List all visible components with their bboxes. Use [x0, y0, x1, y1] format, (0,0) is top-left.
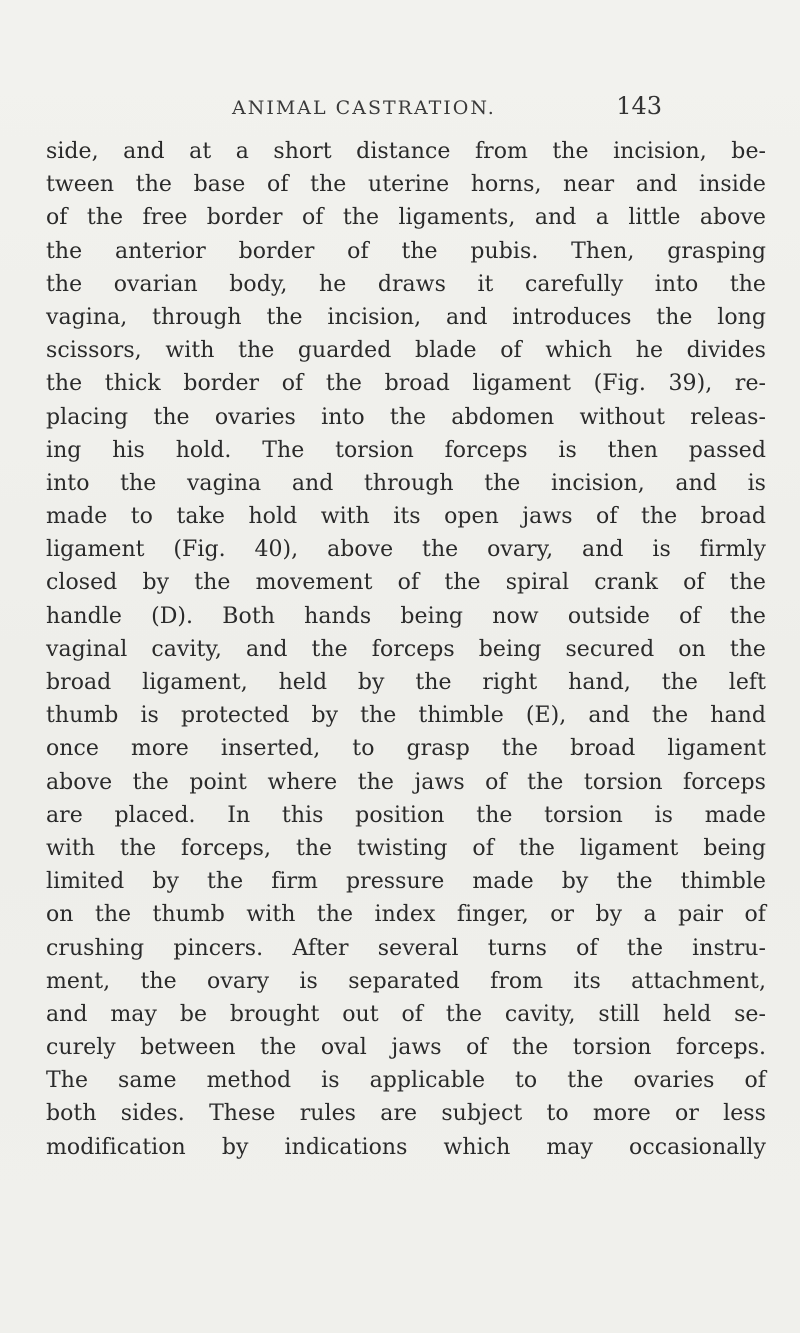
text-line: placing the ovaries into the abdomen without releas-	[46, 404, 766, 430]
text-line: closed by the movement of the spiral crank of the	[46, 570, 766, 596]
text-line: side, and at a short distance from the incision, be-	[46, 139, 766, 164]
text-line: both sides. These rules are subject to more or less	[46, 1101, 766, 1127]
text-line: into the vagina and through the incision, and is	[46, 470, 766, 496]
page-number: 143	[616, 92, 662, 120]
text-line: of the free border of the ligaments, and a little above	[46, 205, 766, 231]
text-line: ligament (Fig. 40), above the ovary, and is firmly	[46, 537, 766, 563]
text-line: thumb is protected by the thimble (E), and the hand	[46, 703, 766, 729]
text-line: the ovarian body, he draws it carefully into the	[46, 271, 766, 297]
text-line: once more inserted, to grasp the broad ligament	[46, 736, 766, 762]
text-line: crushing pincers. After several turns of the instru-	[46, 935, 766, 961]
text-line: The same method is applicable to the ovaries of	[46, 1068, 766, 1094]
text-line: handle (D). Both hands being now outside of the	[46, 603, 766, 629]
text-line: ment, the ovary is separated from its attachment,	[46, 968, 766, 994]
text-line: vaginal cavity, and the forceps being secured on the	[46, 636, 766, 662]
text-line: broad ligament, held by the right hand, the left	[46, 670, 766, 695]
text-line: ing his hold. The torsion forceps is then passed	[46, 437, 766, 463]
text-line: made to take hold with its open jaws of the broad	[46, 504, 766, 530]
text-line: vagina, through the incision, and introduces the long	[46, 304, 766, 330]
text-line: are placed. In this position the torsion is made	[46, 802, 766, 828]
body-text	[46, 135, 766, 1164]
text-line: limited by the firm pressure made by the thimble	[46, 869, 766, 895]
text-line: above the point where the jaws of the torsion forceps	[46, 769, 766, 795]
text-line: with the forceps, the twisting of the ligament being	[46, 835, 766, 861]
text-line: the anterior border of the pubis. Then, grasping	[46, 238, 766, 264]
text-line: tween the base of the uterine horns, near and inside	[46, 172, 766, 198]
text-line: modification by indications which may occasionally	[46, 1134, 766, 1160]
running-title: ANIMAL CASTRATION.	[232, 97, 496, 119]
text-line: the thick border of the broad ligament (Fig. 39), re-	[46, 371, 766, 397]
text-line: and may be brought out of the cavity, still held se-	[46, 1001, 766, 1027]
text-line: scissors, with the guarded blade of which he divides	[46, 338, 766, 364]
text-line: on the thumb with the index finger, or by a pair of	[46, 902, 766, 928]
text-line: curely between the oval jaws of the torsion forceps.	[46, 1035, 766, 1061]
